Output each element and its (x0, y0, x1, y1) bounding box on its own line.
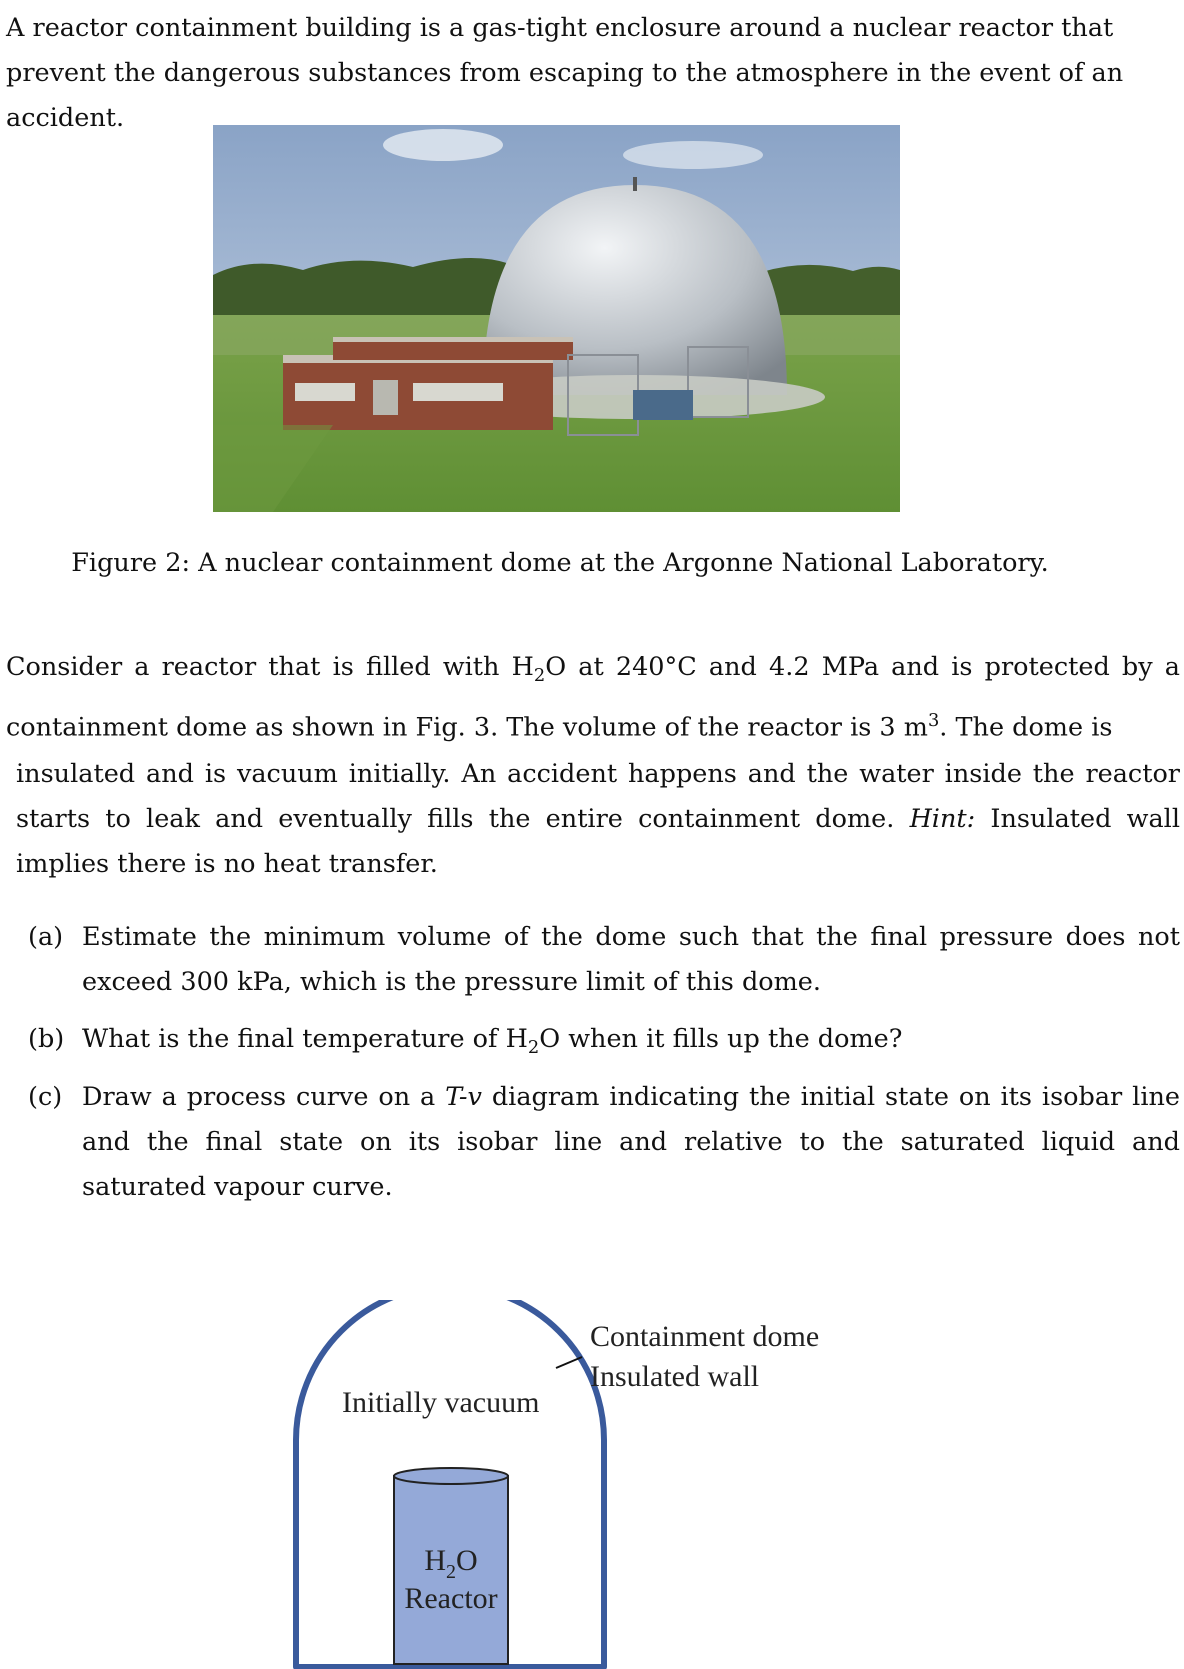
intro-paragraph (6, 6, 1180, 141)
callout-line (556, 1357, 582, 1368)
question-text-a: What is the final temperature of H (82, 1024, 528, 1054)
problem-text-2b: Insulated wall implies there is no heat transfer. (16, 804, 1180, 879)
question-c (28, 1075, 1180, 1210)
question-text: Estimate the minimum volume of the dome such that the final pressure does not exceed 300 kPa, which is the pressure limit of this dome. (82, 922, 1180, 997)
problem-paragraph-2 (16, 752, 1180, 887)
question-text-b: O when it fills up the dome? (539, 1024, 903, 1054)
question-label: (c) (28, 1082, 63, 1112)
question-label: (a) (28, 922, 64, 952)
hint-label: Hint: (909, 804, 976, 834)
question-text-a: Draw a process curve on a (82, 1082, 436, 1112)
h2o-subscript: 2 (527, 1037, 540, 1059)
reactor-label: Reactor (404, 1582, 498, 1615)
problem-text-2a: insulated and is vacuum initially. An accident happens and the water inside the reactor starts to leak and eventually fills the entire containment dome. (16, 759, 1180, 834)
question-a (28, 915, 1180, 1005)
cubic-superscript: 3 (927, 710, 940, 732)
problem-paragraph-1 (6, 645, 1180, 751)
tv-symbol: T-v (445, 1082, 482, 1112)
label-initially-vacuum: Initially vacuum (342, 1386, 540, 1419)
h2o-subscript: 2 (533, 665, 546, 687)
containment-dome-diagram (290, 1300, 910, 1669)
question-text-b: diagram indicating the initial state on its isobar line and the final state on its isobar line and relative to the saturated liquid and saturated vapour curve. (82, 1082, 1180, 1202)
question-text (82, 1075, 1180, 1210)
problem-text-1c: . The dome is (939, 712, 1113, 743)
figure-2-caption: Figure 2: A nuclear containment dome at the Argonne National Laboratory. (71, 548, 1049, 578)
question-label: (b) (28, 1024, 65, 1054)
reactor-top (394, 1468, 508, 1484)
question-text (82, 1017, 1180, 1070)
question-b (28, 1017, 1180, 1070)
label-insulated-wall: Insulated wall (590, 1360, 760, 1393)
label-containment-dome: Containment dome (590, 1320, 820, 1353)
intro-text: A reactor containment building is a gas-tight enclosure around a nuclear reactor that prevent the dangerous substances from escaping to the atmosphere in the event of an accident. (6, 13, 1124, 133)
reactor-h2o-label: $H_2O$ (424, 1544, 478, 1583)
containment-dome-photo (213, 125, 900, 512)
problem-text-1b: O at 240°C and 4.2 MPa and is protected by a containment dome as shown in Fig. 3. The volume of the reactor is 3 m (6, 652, 1180, 743)
problem-text-1a: Consider a reactor that is filled with H (6, 652, 534, 682)
